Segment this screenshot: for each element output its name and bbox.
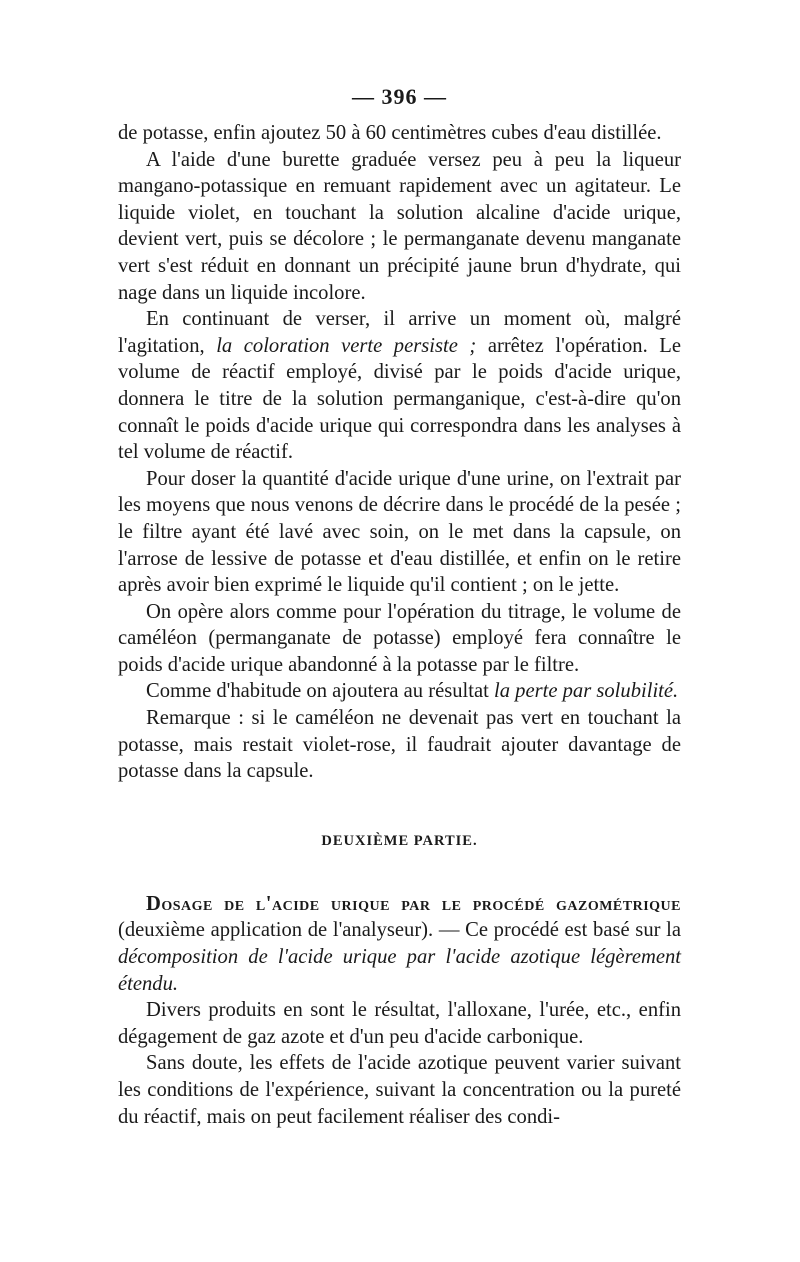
italic-run: décomposition de l'acide urique par l'acide azotique légèrement étendu. xyxy=(118,946,681,995)
document-page xyxy=(118,82,681,1130)
paragraph-operation: On opère alors comme pour l'opération du titrage, le volume de caméléon (permanganate de potasse) employé fera connaître le poids d'acide urique abandonné à la potasse par le filtre. xyxy=(118,600,681,676)
part-title: DEUXIÈME PARTIE. xyxy=(321,832,478,849)
paragraph-solubility xyxy=(118,678,681,705)
italic-run: la coloration verte persiste ; xyxy=(216,334,477,357)
paragraph-products: Divers produits en sont le résultat, l'alloxane, l'urée, etc., enfin dégagement de gaz azote et d'un peu d'acide carbonique. xyxy=(118,999,681,1048)
section-heading: Dosage de l'acide urique par le procédé gazométrique xyxy=(146,892,681,915)
text-run: Comme d'habitude on ajoutera au résultat xyxy=(146,680,494,703)
paragraph-titration-end xyxy=(118,306,681,466)
italic-run: la perte par solubilité. xyxy=(493,680,679,703)
paragraph-burette: A l'aide d'une burette graduée versez peu à peu la liqueur mangano-potassique en remuant rapidement avec un agitateur. Le liquide violet, en touchant la solution alcaline d'acide urique, devient vert, puis se décolore ; le permanganate devenu manganate vert s'est réduit en donnant un précipité jaune brun d'hydrate, qui nage dans un liquide incolore. xyxy=(118,148,681,304)
text-run: En continuant de verser, il arrive un moment où, malgré l'agitation, xyxy=(118,308,681,357)
page-number: — 396 — xyxy=(352,84,447,109)
paragraph-urine-dosage: Pour doser la quantité d'acide urique d'une urine, on l'extrait par les moyens que nous venons de décrire dans le procédé de la pesée ; le filtre ayant été lavé avec soin, on le met dans la capsule, on l'arrose de lessive de potasse et d'eau distillée, et enfin on le retire après avoir bien exprimé le liquide qu'il contient ; on le jette. xyxy=(118,467,681,597)
text-run: arrêtez l'opération. Le volume de réactif employé, divisé par le poids d'acide urique, donnera le titre de la solution permanganique, c'est-à-dire qu'on connaît le poids d'acide urique qui correspondra dans les analyses à tel volume de réactif. xyxy=(118,334,681,464)
text-run: (deuxième application de l'analyseur). — Ce procédé est basé sur la xyxy=(118,919,681,942)
paragraph-remark: Remarque : si le caméléon ne devenait pas vert en touchant la potasse, mais restait violet-rose, il faudrait ajouter davantage de potasse dans la capsule. xyxy=(118,707,681,783)
paragraph-conditions: Sans doute, les effets de l'acide azotique peuvent varier suivant les conditions de l'expérience, suivant la concentration ou la pureté du réactif, mais on peut facilement réaliser des condi- xyxy=(118,1052,681,1128)
paragraph-continuation: de potasse, enfin ajoutez 50 à 60 centimètres cubes d'eau distillée. xyxy=(118,122,662,144)
section-heading-paragraph xyxy=(118,891,681,997)
